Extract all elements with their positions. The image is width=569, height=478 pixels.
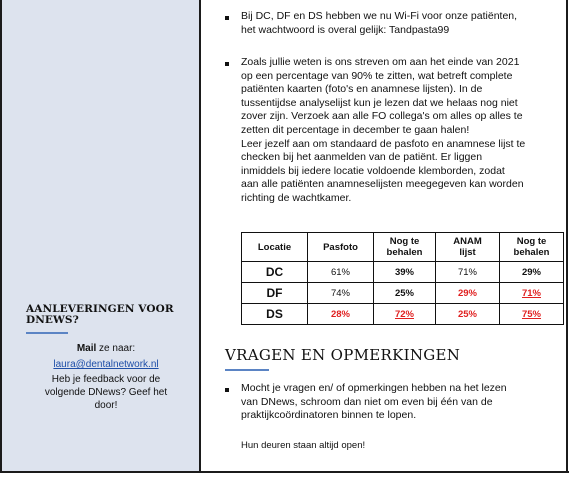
col-header-locatie: Locatie [242,233,308,262]
closing-text: Hun deuren staan altijd open! [241,440,366,451]
sidebar-accent-rule [26,332,68,334]
cell-location: DC [242,262,308,283]
cell-location: DS [242,304,308,325]
col-header-pasfoto: Pasfoto [308,233,374,262]
cell-pasfoto: 61% [308,262,374,283]
bullet-text [241,10,517,37]
mail-label: Mail [76,343,97,354]
feedback-line-2: volgende DNews? Geef het [44,387,168,398]
bullet-text [241,382,507,423]
feedback-line-1: Heb je feedback voor de [51,374,161,385]
col-header-nog-te-behalen-2: Nog te behalen [500,233,564,262]
text-line: Zoals jullie weten is ons streven om aan het einde van 2021 [241,56,520,68]
cell-anam: 25% [436,304,500,325]
text-line: aan alle patiënten anamneselijsten meegegeven kan worden [241,178,524,191]
cell-nog-te-behalen: 71% [500,283,564,304]
bottom-border [0,471,569,473]
text-line: op een percentage van 90% te zitten, wat betreft complete [241,69,513,82]
section-accent-rule [225,369,269,371]
sidebar-panel [0,0,201,472]
bullet-marker [225,388,229,392]
bullet-marker [225,62,229,66]
right-border [566,0,568,472]
sidebar-title: AANLEVERINGEN VOOR DNEWS? [26,303,174,326]
cell-pasfoto: 28% [308,304,374,325]
bullet-text [241,56,525,206]
mail-line [26,342,186,355]
text-line: Bij DC, DF en DS hebben we nu Wi-Fi voor onze patiënten, [241,10,518,22]
text-line: Mocht je vragen en/ of opmerkingen hebben na het lezen [241,382,507,394]
feedback-line-3: door! [94,400,118,411]
cell-nog-te-behalen: 72% [374,304,436,325]
completion-table [241,232,564,325]
text-line: checken bij het aanmelden van de patiënt. Er liggen [241,151,483,164]
sidebar-body [26,342,186,412]
text-line: zover zijn. Verzoek aan alle FO collega's om alles op alles te [241,110,523,123]
cell-pasfoto: 74% [308,283,374,304]
cell-nog-te-behalen: 25% [374,283,436,304]
text-line: praktijkcoördinatoren binnen te lopen. [241,409,417,422]
text-line: zetten dit percentage in december te gaan halen! [241,123,470,136]
cell-anam: 71% [436,262,500,283]
text-line: van DNews, schroom dan niet om even bij één van de [241,395,493,408]
cell-anam: 29% [436,283,500,304]
section-title: VRAGEN EN OPMERKINGEN [225,346,461,364]
col-header-anam-lijst: ANAM lijst [436,233,500,262]
cell-nog-te-behalen: 29% [500,262,564,283]
col-header-nog-te-behalen-1: Nog te behalen [374,233,436,262]
table-header-row [242,233,564,262]
text-line: tussentijdse analyselijst kun je lezen dat we helaas nog niet [241,96,518,109]
cell-nog-te-behalen: 39% [374,262,436,283]
cell-nog-te-behalen: 75% [500,304,564,325]
text-line: inmiddels bij iedere locatie voldoende klemborden, zodat [241,164,505,177]
table-row [242,283,564,304]
table-row [242,304,564,325]
text-line: richting de wachtkamer. [241,191,352,204]
table-row [242,262,564,283]
column-divider [199,0,201,472]
cell-location: DF [242,283,308,304]
bullet-marker [225,16,229,20]
text-line: het wachtwoord is overal gelijk: Tandpasta99 [241,23,450,36]
mail-suffix: ze naar: [96,343,136,354]
text-line: patiënten kaarten (foto's en anamnese lijsten). In de [241,83,483,96]
email-link[interactable]: laura@dentalnetwork.nl [53,359,159,370]
text-line: Leer jezelf aan om standaard de pasfoto en anamnese lijst te [241,137,526,150]
